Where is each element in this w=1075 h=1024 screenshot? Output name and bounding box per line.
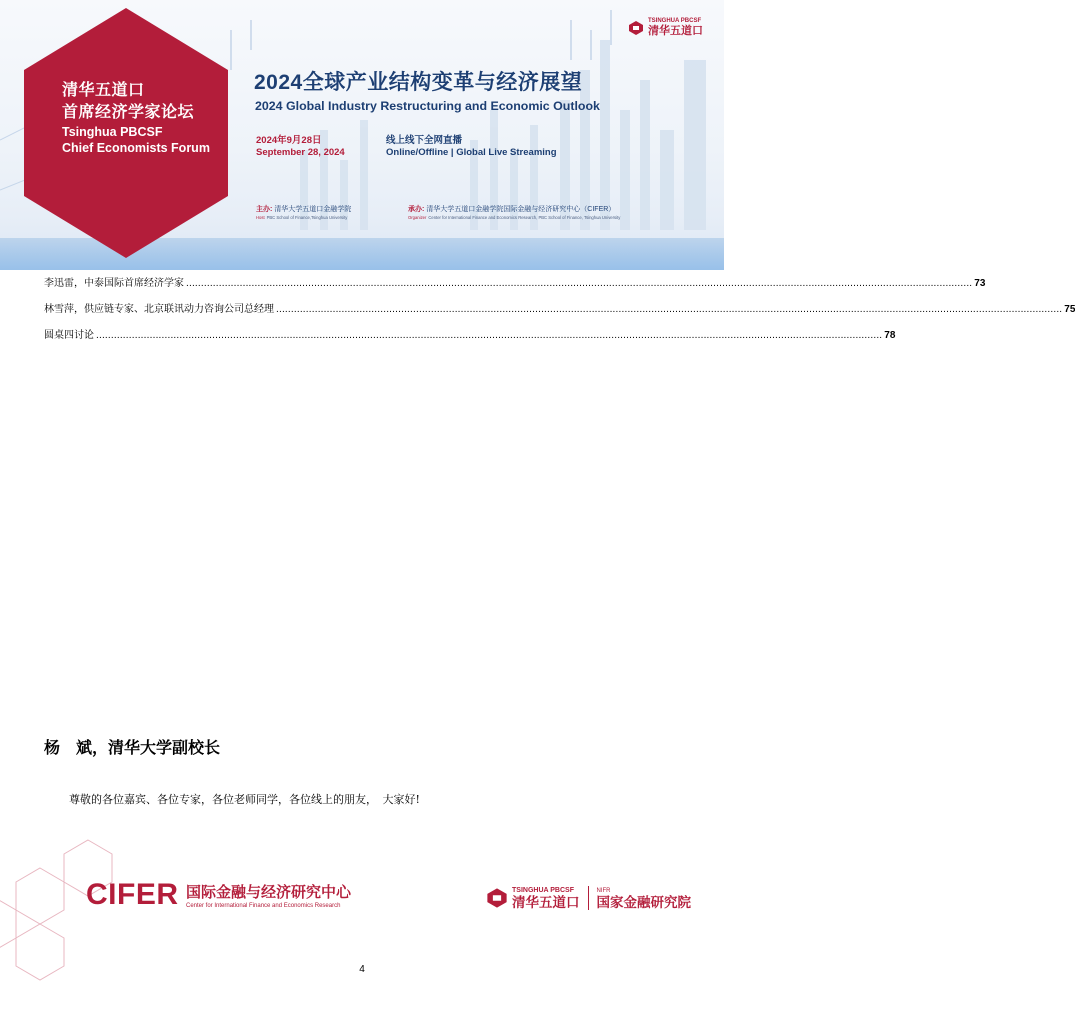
pbcsf-emblem-icon xyxy=(628,20,644,36)
nifr-cn: 国家金融研究院 xyxy=(596,894,691,910)
host-info xyxy=(256,204,351,221)
organizer-name-en: Center for International Finance and Economics Research, PBC School of Finance, Tsinghua University xyxy=(428,215,621,220)
pbcsf-logo-en: TSINGHUA PBCSF xyxy=(648,18,702,24)
event-live-en: Online/Offline | Global Live Streaming xyxy=(386,147,557,158)
forum-name-en-line1: Tsinghua PBCSF xyxy=(62,125,163,139)
cifer-logo: CIFER xyxy=(86,878,179,911)
toc-leader-dots: ........................................................................................................................................................................................................................................................................ xyxy=(186,278,973,289)
host-label: 主办: xyxy=(256,206,273,213)
toc-entry[interactable] xyxy=(44,323,896,341)
pbcsf-footer-en: TSINGHUA PBCSF xyxy=(512,886,574,894)
forum-name-cn-line1: 清华五道口 xyxy=(62,82,145,99)
header-banner xyxy=(0,0,724,270)
toc-entry[interactable] xyxy=(44,297,1075,315)
pbcsf-footer-cn: 清华五道口 xyxy=(512,894,580,910)
host-label-en: Host xyxy=(256,215,265,220)
forum-name-en-line2: Chief Economists Forum xyxy=(62,141,210,155)
forum-name-cn-line2: 首席经济学家论坛 xyxy=(62,104,195,121)
pbcsf-emblem-icon xyxy=(486,887,508,909)
toc-entry-title: 林雪萍，供应链专家、北京联讯动力咨询公司总经理 xyxy=(44,304,274,315)
cifer-name-cn: 国际金融与经济研究中心 xyxy=(186,884,352,901)
host-name-cn: 清华大学五道口金融学院 xyxy=(274,206,352,213)
organizer-label: 承办: xyxy=(408,206,425,213)
toc-leader-dots: ........................................................................................................................................................................................................................................................................ xyxy=(276,304,1063,315)
event-date-cn: 2024年9月28日 xyxy=(256,135,322,146)
event-live-cn: 线上线下全网直播 xyxy=(386,135,463,146)
toc-entry-page: 73 xyxy=(974,278,986,289)
pbcsf-nifr-logo xyxy=(486,886,691,910)
nifr-en: NIFR xyxy=(596,887,611,894)
body-paragraph: 尊敬的各位嘉宾、各位专家，各位老师同学，各位线上的朋友， 大家好! xyxy=(69,793,420,806)
toc-entry-title: 圆桌四讨论 xyxy=(44,330,94,341)
pbcsf-logo-cn: 清华五道口 xyxy=(648,25,703,37)
organizer-name-cn: 清华大学五道口金融学院国际金融与经济研究中心（CIFER） xyxy=(426,206,616,213)
cifer-name-en: Center for International Finance and Economics Research xyxy=(186,903,341,909)
event-title-cn: 2024全球产业结构变革与经济展望 xyxy=(254,71,583,94)
toc-entry-page: 75 xyxy=(1064,304,1075,315)
forum-title-block xyxy=(62,80,210,156)
logo-divider xyxy=(588,886,589,910)
event-title-en: 2024 Global Industry Restructuring and Economic Outlook xyxy=(255,99,600,113)
page-number: 4 xyxy=(359,964,365,975)
speaker-heading: 杨 斌，清华大学副校长 xyxy=(44,738,221,757)
toc-entry-title: 李迅雷，中泰国际首席经济学家 xyxy=(44,278,184,289)
host-name-en: PBC School of Finance,Tsinghua University xyxy=(266,215,348,220)
organizer-info xyxy=(408,204,620,221)
event-date-en: September 28, 2024 xyxy=(256,147,345,158)
toc-leader-dots: ........................................................................................................................................................................................................................................................................ xyxy=(96,330,883,341)
organizer-label-en: Organizer xyxy=(408,215,427,220)
pbcsf-logo-top xyxy=(628,18,703,37)
toc-entry-page: 78 xyxy=(884,330,896,341)
toc-entry[interactable] xyxy=(44,271,986,289)
